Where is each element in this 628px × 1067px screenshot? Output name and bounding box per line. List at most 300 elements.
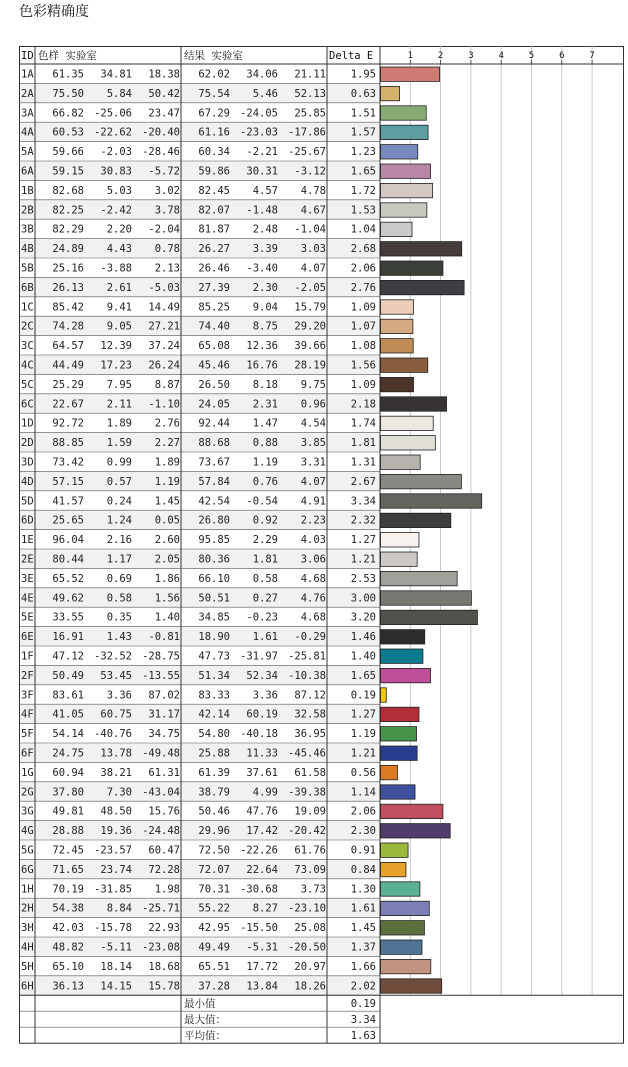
- cell-delta-e: 1.04: [350, 223, 376, 236]
- cell-id: 4A: [21, 126, 34, 139]
- cell-reference-value: 74.28: [52, 320, 84, 333]
- cell-result-value: 83.33: [198, 689, 230, 702]
- cell-reference-value: 66.82: [52, 107, 84, 120]
- delta-e-bar: [381, 145, 418, 159]
- cell-result-value: 4.99: [252, 786, 278, 799]
- cell-result-value: -25.81: [288, 650, 326, 663]
- cell-id: 5B: [21, 262, 34, 275]
- cell-result-value: -25.67: [288, 146, 326, 159]
- cell-result-value: 50.46: [198, 805, 230, 818]
- cell-reference-value: 60.47: [148, 844, 180, 857]
- cell-id: 3D: [21, 456, 34, 469]
- cell-result-value: -0.29: [294, 631, 326, 644]
- cell-result-value: 60.19: [246, 708, 278, 721]
- cell-reference-value: 0.35: [106, 611, 132, 624]
- cell-delta-e: 0.19: [350, 689, 376, 702]
- axis-tick-label: 7: [589, 51, 595, 61]
- cell-result-value: 4.78: [300, 184, 326, 197]
- cell-result-value: 2.29: [252, 534, 278, 547]
- cell-delta-e: 1.46: [350, 631, 376, 644]
- cell-reference-value: 1.43: [106, 631, 132, 644]
- delta-e-bar: [381, 300, 414, 314]
- cell-reference-value: 2.27: [154, 437, 180, 450]
- cell-reference-value: 2.20: [106, 223, 132, 236]
- cell-id: 3H: [21, 922, 34, 935]
- cell-result-value: 29.96: [198, 825, 230, 838]
- cell-id: 2G: [21, 786, 34, 799]
- delta-e-bar: [381, 746, 418, 760]
- cell-reference-value: 1.45: [154, 495, 180, 508]
- cell-reference-value: 26.24: [148, 359, 180, 372]
- cell-reference-value: 73.42: [52, 456, 84, 469]
- cell-result-value: 32.58: [294, 708, 326, 721]
- cell-id: 1A: [21, 68, 34, 81]
- cell-result-value: 66.10: [198, 572, 230, 585]
- cell-result-value: -15.50: [240, 922, 278, 935]
- cell-reference-value: 16.91: [52, 631, 84, 644]
- cell-id: 1H: [21, 883, 34, 896]
- cell-delta-e: 3.00: [350, 592, 376, 605]
- cell-reference-value: -43.04: [142, 786, 180, 799]
- cell-reference-value: 15.76: [148, 805, 180, 818]
- cell-id: 4E: [21, 592, 34, 605]
- cell-reference-value: 2.61: [106, 281, 132, 294]
- cell-result-value: -20.50: [288, 941, 326, 954]
- cell-id: 4B: [21, 243, 34, 256]
- cell-result-value: 88.68: [198, 437, 230, 450]
- cell-result-value: 4.91: [300, 495, 326, 508]
- cell-reference-value: 0.99: [106, 456, 132, 469]
- cell-reference-value: -5.11: [100, 941, 132, 954]
- delta-e-bar: [381, 591, 472, 605]
- cell-result-value: 3.03: [300, 243, 326, 256]
- cell-reference-value: 41.05: [52, 708, 84, 721]
- cell-reference-value: -23.57: [94, 844, 132, 857]
- cell-delta-e: 1.21: [350, 553, 376, 566]
- cell-reference-value: 1.86: [154, 572, 180, 585]
- cell-reference-value: -13.55: [142, 669, 180, 682]
- cell-result-value: 70.31: [198, 883, 230, 896]
- cell-reference-value: 2.60: [154, 534, 180, 547]
- delta-e-bar: [381, 455, 421, 469]
- delta-e-bar: [381, 319, 413, 333]
- cell-reference-value: 37.80: [52, 786, 84, 799]
- cell-delta-e: 2.76: [350, 281, 376, 294]
- cell-delta-e: 1.57: [350, 126, 376, 139]
- cell-reference-value: -24.48: [142, 825, 180, 838]
- cell-id: 3G: [21, 805, 34, 818]
- cell-reference-value: 36.13: [52, 980, 84, 993]
- cell-result-value: 0.27: [252, 592, 278, 605]
- cell-result-value: -1.48: [246, 204, 278, 217]
- cell-result-value: 9.75: [300, 378, 326, 391]
- cell-result-value: 3.73: [300, 883, 326, 896]
- cell-result-value: 82.45: [198, 184, 230, 197]
- header-reference: 色样 实验室: [38, 50, 97, 62]
- axis-tick-label: 1: [407, 51, 414, 61]
- cell-result-value: -39.38: [288, 786, 326, 799]
- cell-result-value: 45.46: [198, 359, 230, 372]
- cell-reference-value: 7.30: [106, 786, 132, 799]
- cell-reference-value: 87.02: [148, 689, 180, 702]
- cell-reference-value: -1.10: [148, 398, 180, 411]
- cell-result-value: 2.48: [252, 223, 278, 236]
- delta-e-bar: [381, 339, 414, 353]
- axis-tick-label: 2: [437, 51, 444, 61]
- cell-result-value: 3.85: [300, 437, 326, 450]
- delta-e-bar: [381, 824, 451, 838]
- cell-delta-e: 2.67: [350, 475, 376, 488]
- cell-id: 5H: [21, 960, 34, 973]
- cell-delta-e: 2.30: [350, 825, 376, 838]
- cell-delta-e: 2.68: [350, 243, 376, 256]
- cell-result-value: 42.14: [198, 708, 230, 721]
- cell-result-value: 55.22: [198, 902, 230, 915]
- delta-e-bar: [381, 513, 451, 527]
- cell-reference-value: 80.44: [52, 553, 84, 566]
- delta-e-bar: [381, 707, 419, 721]
- cell-delta-e: 0.56: [350, 766, 376, 779]
- cell-id: 1C: [21, 301, 34, 314]
- cell-id: 6B: [21, 281, 34, 294]
- cell-delta-e: 3.34: [350, 495, 376, 508]
- cell-delta-e: 2.06: [350, 805, 376, 818]
- color-accuracy-chart: [19, 46, 624, 1062]
- delta-e-bar: [381, 280, 465, 294]
- cell-delta-e: 1.74: [350, 417, 376, 430]
- cell-reference-value: 61.35: [52, 68, 84, 81]
- cell-delta-e: 1.30: [350, 883, 376, 896]
- cell-id: 1D: [21, 417, 34, 430]
- cell-reference-value: 33.55: [52, 611, 84, 624]
- cell-reference-value: 0.24: [106, 495, 132, 508]
- cell-reference-value: 17.23: [100, 359, 132, 372]
- cell-result-value: -20.42: [288, 825, 326, 838]
- cell-result-value: -3.12: [294, 165, 326, 178]
- cell-reference-value: 60.53: [52, 126, 84, 139]
- cell-reference-value: 92.72: [52, 417, 84, 430]
- cell-result-value: -3.40: [246, 262, 278, 275]
- cell-result-value: -1.04: [294, 223, 326, 236]
- cell-id: 3C: [21, 340, 34, 353]
- cell-id: 5E: [21, 611, 34, 624]
- cell-reference-value: 49.81: [52, 805, 84, 818]
- cell-result-value: 54.80: [198, 728, 230, 741]
- delta-e-bar: [381, 882, 420, 896]
- cell-reference-value: 60.94: [52, 766, 84, 779]
- cell-result-value: 72.07: [198, 863, 230, 876]
- cell-result-value: 4.07: [300, 262, 326, 275]
- cell-result-value: 17.42: [246, 825, 278, 838]
- cell-id: 2F: [21, 669, 34, 682]
- cell-result-value: 1.81: [252, 553, 278, 566]
- cell-result-value: 80.36: [198, 553, 230, 566]
- cell-reference-value: 34.81: [100, 68, 132, 81]
- axis-tick-label: 4: [498, 51, 504, 61]
- cell-reference-value: 47.12: [52, 650, 84, 663]
- delta-e-bar: [381, 765, 398, 779]
- cell-id: 1E: [21, 534, 34, 547]
- cell-reference-value: 3.36: [106, 689, 132, 702]
- cell-result-value: 47.73: [198, 650, 230, 663]
- cell-reference-value: 22.93: [148, 922, 180, 935]
- cell-result-value: 38.79: [198, 786, 230, 799]
- cell-reference-value: -0.81: [148, 631, 180, 644]
- cell-delta-e: 1.45: [350, 922, 376, 935]
- cell-reference-value: 25.29: [52, 378, 84, 391]
- cell-reference-value: -5.03: [148, 281, 180, 294]
- cell-result-value: -10.38: [288, 669, 326, 682]
- cell-reference-value: 72.45: [52, 844, 84, 857]
- cell-id: 4F: [21, 708, 34, 721]
- cell-result-value: 60.34: [198, 146, 230, 159]
- cell-id: 6F: [21, 747, 34, 760]
- cell-reference-value: 3.78: [154, 204, 180, 217]
- cell-reference-value: 65.52: [52, 572, 84, 585]
- cell-result-value: -2.21: [246, 146, 278, 159]
- cell-delta-e: 3.20: [350, 611, 376, 624]
- cell-result-value: 0.96: [300, 398, 326, 411]
- cell-reference-value: 18.68: [148, 960, 180, 973]
- cell-reference-value: 18.14: [100, 960, 132, 973]
- cell-result-value: 26.46: [198, 262, 230, 275]
- cell-id: 2A: [21, 87, 34, 100]
- summary-label: 最大值：: [184, 1014, 226, 1027]
- cell-reference-value: 25.65: [52, 514, 84, 527]
- cell-reference-value: 0.69: [106, 572, 132, 585]
- cell-reference-value: -25.06: [94, 107, 132, 120]
- cell-result-value: -0.54: [246, 495, 278, 508]
- cell-reference-value: 23.47: [148, 107, 180, 120]
- axis-tick-label: 3: [468, 51, 474, 61]
- cell-reference-value: 71.65: [52, 863, 84, 876]
- cell-delta-e: 1.21: [350, 747, 376, 760]
- delta-e-bar: [381, 416, 434, 430]
- cell-reference-value: 38.21: [100, 766, 132, 779]
- cell-id: 4C: [21, 359, 34, 372]
- delta-e-bar: [381, 610, 478, 624]
- axis-tick-label: 6: [559, 51, 565, 61]
- cell-result-value: 26.80: [198, 514, 230, 527]
- delta-e-bar: [381, 668, 431, 682]
- cell-reference-value: -22.62: [94, 126, 132, 139]
- cell-delta-e: 1.09: [350, 378, 376, 391]
- cell-reference-value: -2.42: [100, 204, 132, 217]
- cell-delta-e: 1.56: [350, 359, 376, 372]
- cell-reference-value: 42.03: [52, 922, 84, 935]
- cell-result-value: 65.08: [198, 340, 230, 353]
- cell-reference-value: 59.15: [52, 165, 84, 178]
- cell-reference-value: 13.78: [100, 747, 132, 760]
- cell-id: 6C: [21, 398, 34, 411]
- cell-result-value: 27.39: [198, 281, 230, 294]
- cell-reference-value: 83.61: [52, 689, 84, 702]
- cell-result-value: 73.67: [198, 456, 230, 469]
- cell-reference-value: 9.05: [106, 320, 132, 333]
- cell-result-value: 5.46: [252, 87, 278, 100]
- cell-result-value: 3.06: [300, 553, 326, 566]
- cell-result-value: 4.68: [300, 611, 326, 624]
- cell-reference-value: 0.57: [106, 475, 132, 488]
- cell-delta-e: 1.51: [350, 107, 376, 120]
- summary-value: 3.34: [350, 1014, 376, 1027]
- cell-result-value: -23.10: [288, 902, 326, 915]
- cell-result-value: -2.05: [294, 281, 326, 294]
- cell-result-value: 3.31: [300, 456, 326, 469]
- cell-id: 6H: [21, 980, 34, 993]
- cell-result-value: 62.02: [198, 68, 230, 81]
- cell-reference-value: 27.21: [148, 320, 180, 333]
- header-result: 结果 实验室: [184, 50, 243, 62]
- cell-reference-value: 44.49: [52, 359, 84, 372]
- cell-result-value: -31.97: [240, 650, 278, 663]
- header-delta-e: Delta E: [329, 50, 374, 62]
- cell-reference-value: 82.29: [52, 223, 84, 236]
- cell-delta-e: 1.14: [350, 786, 376, 799]
- summary-value: 0.19: [350, 998, 376, 1011]
- cell-reference-value: 57.15: [52, 475, 84, 488]
- delta-e-bar: [381, 358, 428, 372]
- cell-reference-value: 2.05: [154, 553, 180, 566]
- delta-e-bar: [381, 552, 418, 566]
- delta-e-bar: [381, 862, 406, 876]
- cell-result-value: 8.18: [252, 378, 278, 391]
- cell-delta-e: 0.63: [350, 87, 376, 100]
- cell-reference-value: 2.16: [106, 534, 132, 547]
- cell-result-value: 19.09: [294, 805, 326, 818]
- cell-reference-value: 34.75: [148, 728, 180, 741]
- cell-reference-value: 14.15: [100, 980, 132, 993]
- cell-reference-value: 5.03: [106, 184, 132, 197]
- delta-e-bar: [381, 959, 431, 973]
- cell-result-value: 26.27: [198, 243, 230, 256]
- page-title: 色彩精确度: [19, 4, 89, 20]
- cell-reference-value: 7.95: [106, 378, 132, 391]
- cell-result-value: 26.50: [198, 378, 230, 391]
- cell-result-value: 0.76: [252, 475, 278, 488]
- cell-reference-value: 96.04: [52, 534, 84, 547]
- cell-result-value: 52.34: [246, 669, 278, 682]
- cell-result-value: 4.57: [252, 184, 278, 197]
- cell-id: 5C: [21, 378, 34, 391]
- cell-result-value: 2.23: [300, 514, 326, 527]
- cell-reference-value: 18.38: [148, 68, 180, 81]
- delta-e-bar: [381, 377, 414, 391]
- cell-result-value: 57.84: [198, 475, 230, 488]
- cell-reference-value: 15.78: [148, 980, 180, 993]
- delta-e-bar: [381, 474, 462, 488]
- cell-result-value: 92.44: [198, 417, 230, 430]
- cell-result-value: 4.67: [300, 204, 326, 217]
- cell-reference-value: 60.75: [100, 708, 132, 721]
- cell-reference-value: 59.66: [52, 146, 84, 159]
- cell-result-value: 3.36: [252, 689, 278, 702]
- cell-delta-e: 1.31: [350, 456, 376, 469]
- cell-result-value: 9.04: [252, 301, 278, 314]
- cell-delta-e: 2.06: [350, 262, 376, 275]
- cell-id: 2D: [21, 437, 34, 450]
- cell-reference-value: 0.58: [106, 592, 132, 605]
- cell-result-value: 4.76: [300, 592, 326, 605]
- cell-result-value: 4.54: [300, 417, 326, 430]
- cell-result-value: 50.51: [198, 592, 230, 605]
- summary-value: 1.63: [350, 1030, 376, 1043]
- cell-delta-e: 1.65: [350, 165, 376, 178]
- cell-result-value: 37.28: [198, 980, 230, 993]
- delta-e-bar: [381, 203, 427, 217]
- cell-reference-value: -49.48: [142, 747, 180, 760]
- cell-reference-value: 22.67: [52, 398, 84, 411]
- cell-reference-value: 53.45: [100, 669, 132, 682]
- cell-result-value: 61.39: [198, 766, 230, 779]
- cell-reference-value: 2.76: [154, 417, 180, 430]
- cell-id: 6E: [21, 631, 34, 644]
- cell-reference-value: 2.11: [106, 398, 132, 411]
- cell-result-value: -0.23: [246, 611, 278, 624]
- cell-id: 3F: [21, 689, 34, 702]
- cell-reference-value: 0.78: [154, 243, 180, 256]
- cell-reference-value: 1.59: [106, 437, 132, 450]
- cell-reference-value: -2.04: [148, 223, 180, 236]
- cell-id: 2H: [21, 902, 34, 915]
- delta-e-bar: [381, 921, 425, 935]
- cell-result-value: 25.85: [294, 107, 326, 120]
- delta-e-bar: [381, 630, 425, 644]
- cell-result-value: 72.50: [198, 844, 230, 857]
- cell-delta-e: 1.08: [350, 340, 376, 353]
- cell-result-value: 2.31: [252, 398, 278, 411]
- cell-result-value: 34.06: [246, 68, 278, 81]
- cell-result-value: 16.76: [246, 359, 278, 372]
- cell-result-value: 85.25: [198, 301, 230, 314]
- cell-id: 5D: [21, 495, 34, 508]
- cell-id: 5G: [21, 844, 34, 857]
- cell-delta-e: 1.61: [350, 902, 376, 915]
- cell-reference-value: 85.42: [52, 301, 84, 314]
- delta-e-bar: [381, 242, 462, 256]
- cell-reference-value: 9.41: [106, 301, 132, 314]
- cell-result-value: 21.11: [294, 68, 326, 81]
- cell-result-value: 0.88: [252, 437, 278, 450]
- summary-label: 最小值: [184, 998, 216, 1011]
- cell-id: 5F: [21, 728, 34, 741]
- cell-result-value: 34.85: [198, 611, 230, 624]
- cell-result-value: 22.64: [246, 863, 278, 876]
- cell-result-value: 95.85: [198, 534, 230, 547]
- cell-reference-value: -3.88: [100, 262, 132, 275]
- cell-id: 3E: [21, 572, 34, 585]
- cell-reference-value: 0.05: [154, 514, 180, 527]
- cell-reference-value: 5.84: [106, 87, 132, 100]
- cell-reference-value: 1.17: [106, 553, 132, 566]
- cell-id: 6A: [21, 165, 34, 178]
- cell-result-value: 75.54: [198, 87, 230, 100]
- cell-result-value: 12.36: [246, 340, 278, 353]
- cell-id: 1B: [21, 184, 34, 197]
- delta-e-bar: [381, 106, 427, 120]
- cell-reference-value: -32.52: [94, 650, 132, 663]
- cell-result-value: -45.46: [288, 747, 326, 760]
- cell-reference-value: 24.75: [52, 747, 84, 760]
- cell-reference-value: 23.74: [100, 863, 132, 876]
- cell-id: 1F: [21, 650, 34, 663]
- cell-delta-e: 0.84: [350, 863, 376, 876]
- summary-label: 平均值：: [184, 1030, 226, 1043]
- cell-id: 3B: [21, 223, 34, 236]
- cell-reference-value: 8.87: [154, 378, 180, 391]
- cell-reference-value: -28.75: [142, 650, 180, 663]
- cell-result-value: 11.33: [246, 747, 278, 760]
